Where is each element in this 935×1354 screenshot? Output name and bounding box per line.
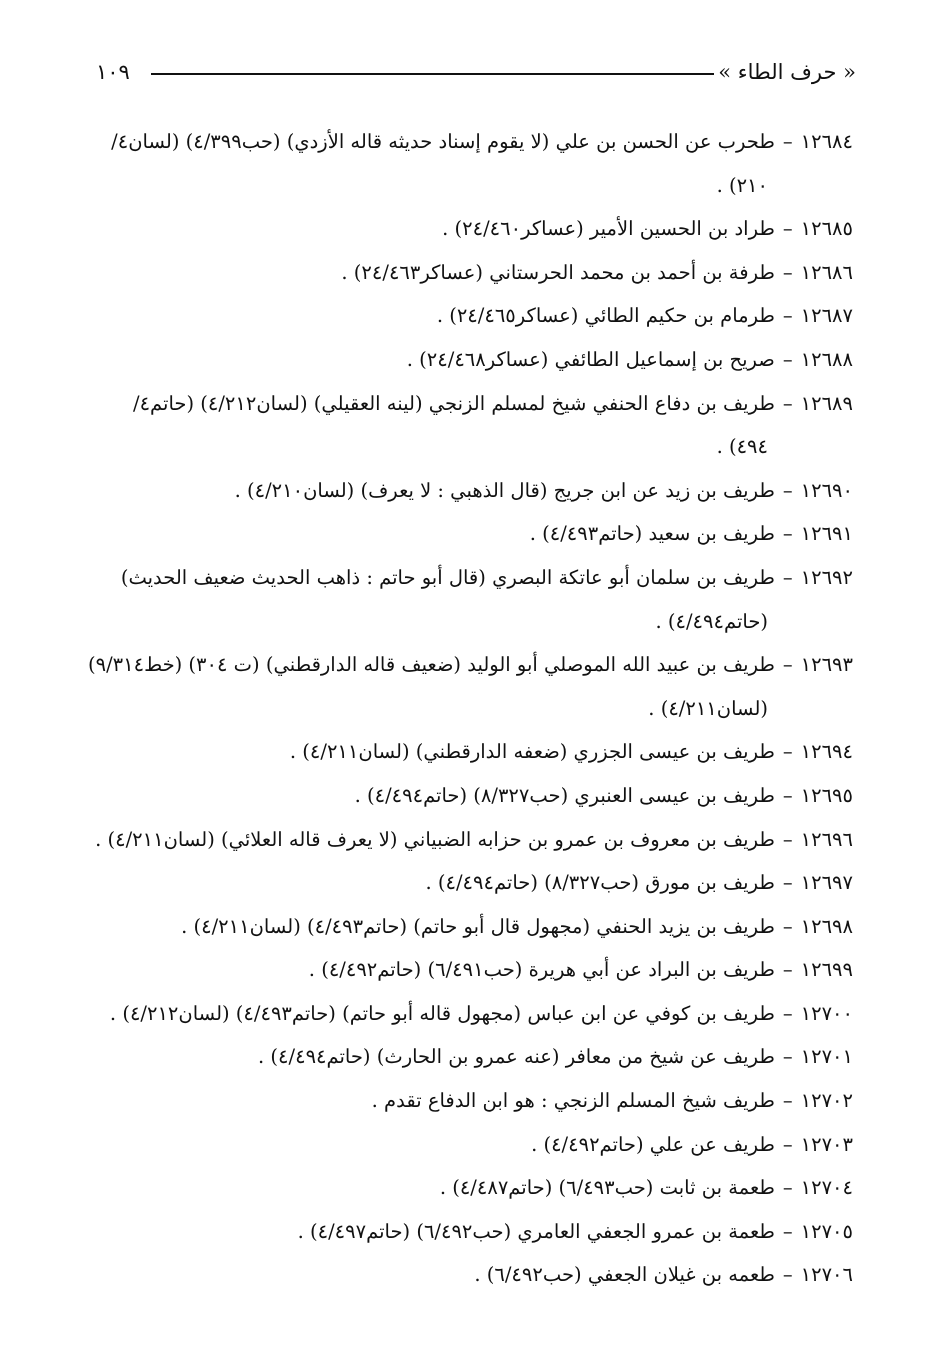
entry-text: طريف بن دفاع الحنفي شيخ لمسلم الزنجي (لينه العقيلي) (لسان٤/٢١٢) (حاتم٤/ xyxy=(132,391,775,415)
list-item xyxy=(83,251,853,295)
list-item xyxy=(83,1210,853,1254)
entry-number: ١٢٦٩١ xyxy=(800,522,853,546)
list-item xyxy=(83,1253,853,1297)
list-item xyxy=(83,905,853,949)
page-number: ١٠٩ xyxy=(96,60,130,84)
entry-dash: – xyxy=(782,1045,793,1069)
entry-text: طرفة بن أحمد بن محمد الحرستاني (عساكر٢٤/٤٦٣) . xyxy=(341,260,775,284)
entry-number: ١٢٧٠٠ xyxy=(800,1001,853,1025)
entry-dash: – xyxy=(782,1132,793,1156)
entry-text: طريف شيخ المسلم الزنجي : هو ابن الدفاع تقدم . xyxy=(371,1089,775,1113)
list-item xyxy=(83,1079,853,1123)
entry-dash: – xyxy=(782,871,793,895)
entry-number: ١٢٦٩٩ xyxy=(800,958,853,982)
entry-text: طريف بن عيسى الجزري (ضعفه الدارقطني) (لسان٤/٢١١) . xyxy=(289,740,775,764)
entry-text: طحرب عن الحسن بن علي (لا يقوم إسناد حديثه قاله الأزدي) (حب٤/٣٩٩) (لسان٤/ xyxy=(111,130,775,153)
entry-number: ١٢٦٨٩ xyxy=(800,391,853,415)
entry-number: ١٢٦٩٦ xyxy=(800,827,853,851)
list-item xyxy=(83,382,853,469)
list-item xyxy=(83,730,853,774)
entry-dash: – xyxy=(782,304,793,328)
running-head: « حرف الطاء » xyxy=(718,60,856,84)
entry-dash: – xyxy=(782,217,793,241)
entry-dash: – xyxy=(782,1219,793,1243)
list-item xyxy=(83,861,853,905)
entry-number: ١٢٦٩٣ xyxy=(800,653,853,677)
entry-number: ١٢٦٨٨ xyxy=(800,347,853,371)
entry-number: ١٢٦٨٦ xyxy=(800,260,853,284)
entry-text: طرمام بن حكيم الطائي (عساكر٢٤/٤٦٥) . xyxy=(436,304,775,328)
entry-dash: – xyxy=(782,740,793,764)
entry-dash: – xyxy=(782,130,793,153)
entry-text: طريف بن زيد عن ابن جريج (قال الذهبي : لا يعرف) (لسان٤/٢١٠) . xyxy=(234,478,775,502)
entry-text: طراد بن الحسين الأمير (عساكر٢٤/٤٦٠) . xyxy=(442,217,775,241)
entry-dash: – xyxy=(782,914,793,938)
entry-number: ١٢٧٠٣ xyxy=(800,1132,853,1156)
entry-dash: – xyxy=(782,347,793,371)
entry-dash: – xyxy=(782,1001,793,1025)
entry-number: ١٢٦٩٥ xyxy=(800,783,853,807)
list-item xyxy=(83,1166,853,1210)
list-item xyxy=(83,643,853,730)
page-header xyxy=(96,56,856,88)
entry-text: طريف بن سلمان أبو عاتكة البصري (قال أبو حاتم : ذاهب الحديث ضعيف الحديث) xyxy=(120,565,775,589)
entry-dash: – xyxy=(782,783,793,807)
entry-continuation: ٤٩٤) . xyxy=(716,435,768,459)
entry-text: طريف بن عبيد الله الموصلي أبو الوليد (ضعيف قاله الدارقطني) (ت ٣٠٤) (خط٩/٣١٤) xyxy=(87,653,775,677)
entry-continuation: (حاتم٤/٤٩٤) . xyxy=(655,609,768,633)
entry-text: طريف عن علي (حاتم٤/٤٩٢) . xyxy=(531,1132,775,1156)
entry-number: ١٢٦٩٧ xyxy=(800,871,853,895)
entry-text: طريف بن البراد عن أبي هريرة (حب٦/٤٩١) (حاتم٤/٤٩٢) . xyxy=(308,958,775,982)
list-item xyxy=(83,1035,853,1079)
entry-text: طريف عن شيخ من معافر (عنه عمرو بن الحارث) (حاتم٤/٤٩٤) . xyxy=(258,1045,775,1069)
entry-number: ١٢٧٠٥ xyxy=(800,1219,853,1243)
entry-number: ١٢٧٠٤ xyxy=(800,1176,853,1200)
entry-text: صريح بن إسماعيل الطائفي (عساكر٢٤/٤٦٨) . xyxy=(406,347,775,371)
entry-dash: – xyxy=(782,522,793,546)
list-item xyxy=(83,774,853,818)
entry-text: طريف بن مورق (حب٨/٣٢٧) (حاتم٤/٤٩٤) . xyxy=(425,871,775,895)
list-item xyxy=(83,207,853,251)
header-rule xyxy=(151,73,714,75)
entry-number: ١٢٦٩٢ xyxy=(800,565,853,589)
entry-text: طريف بن كوفي عن ابن عباس (مجهول قاله أبو حاتم) (حاتم٤/٤٩٣) (لسان٤/٢١٢) . xyxy=(109,1001,775,1025)
entry-dash: – xyxy=(782,565,793,589)
list-item xyxy=(83,948,853,992)
entry-dash: – xyxy=(782,653,793,677)
entry-number: ١٢٦٩٨ xyxy=(800,914,853,938)
list-item xyxy=(83,1123,853,1167)
entry-number: ١٢٦٨٥ xyxy=(800,217,853,241)
entry-number: ١٢٧٠١ xyxy=(800,1045,853,1069)
entry-number: ١٢٦٩٠ xyxy=(800,478,853,502)
entry-number: ١٢٧٠٦ xyxy=(800,1263,853,1287)
list-item xyxy=(83,338,853,382)
entry-text: طريف بن يزيد الحنفي (مجهول قال أبو حاتم) (حاتم٤/٤٩٣) (لسان٤/٢١١) . xyxy=(181,914,775,938)
entry-text: طريف بن معروف بن عمرو بن حزابه الضبياني (لا يعرف قاله العلائي) (لسان٤/٢١١) . xyxy=(95,827,775,851)
entry-number: ١٢٦٩٤ xyxy=(800,740,853,764)
list-item xyxy=(83,818,853,862)
list-item xyxy=(83,469,853,513)
entry-text: طعمة بن عمرو الجعفي العامري (حب٦/٤٩٢) (حاتم٤/٤٩٧) . xyxy=(297,1219,775,1243)
entry-dash: – xyxy=(782,391,793,415)
entry-text: طعمة بن ثابت (حب٦/٤٩٣) (حاتم٤/٤٨٧) . xyxy=(439,1176,775,1200)
entry-number: ١٢٧٠٢ xyxy=(800,1089,853,1113)
entry-continuation: (لسان٤/٢١١) . xyxy=(648,696,768,720)
entries-list xyxy=(83,120,853,1297)
list-item xyxy=(83,992,853,1036)
list-item xyxy=(83,120,853,207)
entry-text: طريف بن سعيد (حاتم٤/٤٩٣) . xyxy=(529,522,775,546)
entry-number: ١٢٦٨٤ xyxy=(800,130,853,153)
entry-dash: – xyxy=(782,827,793,851)
list-item xyxy=(83,556,853,643)
entry-text: طريف بن عيسى العنبري (حب٨/٣٢٧) (حاتم٤/٤٩٤) . xyxy=(354,783,775,807)
entry-dash: – xyxy=(782,1176,793,1200)
entry-dash: – xyxy=(782,260,793,284)
entry-dash: – xyxy=(782,958,793,982)
entry-dash: – xyxy=(782,1089,793,1113)
entry-text: طعمه بن غيلان الجعفي (حب٦/٤٩٢) . xyxy=(474,1263,775,1287)
entry-number: ١٢٦٨٧ xyxy=(800,304,853,328)
list-item xyxy=(83,294,853,338)
entry-dash: – xyxy=(782,478,793,502)
list-item xyxy=(83,512,853,556)
entry-continuation: ٢١٠) . xyxy=(716,173,768,197)
entry-dash: – xyxy=(782,1263,793,1287)
